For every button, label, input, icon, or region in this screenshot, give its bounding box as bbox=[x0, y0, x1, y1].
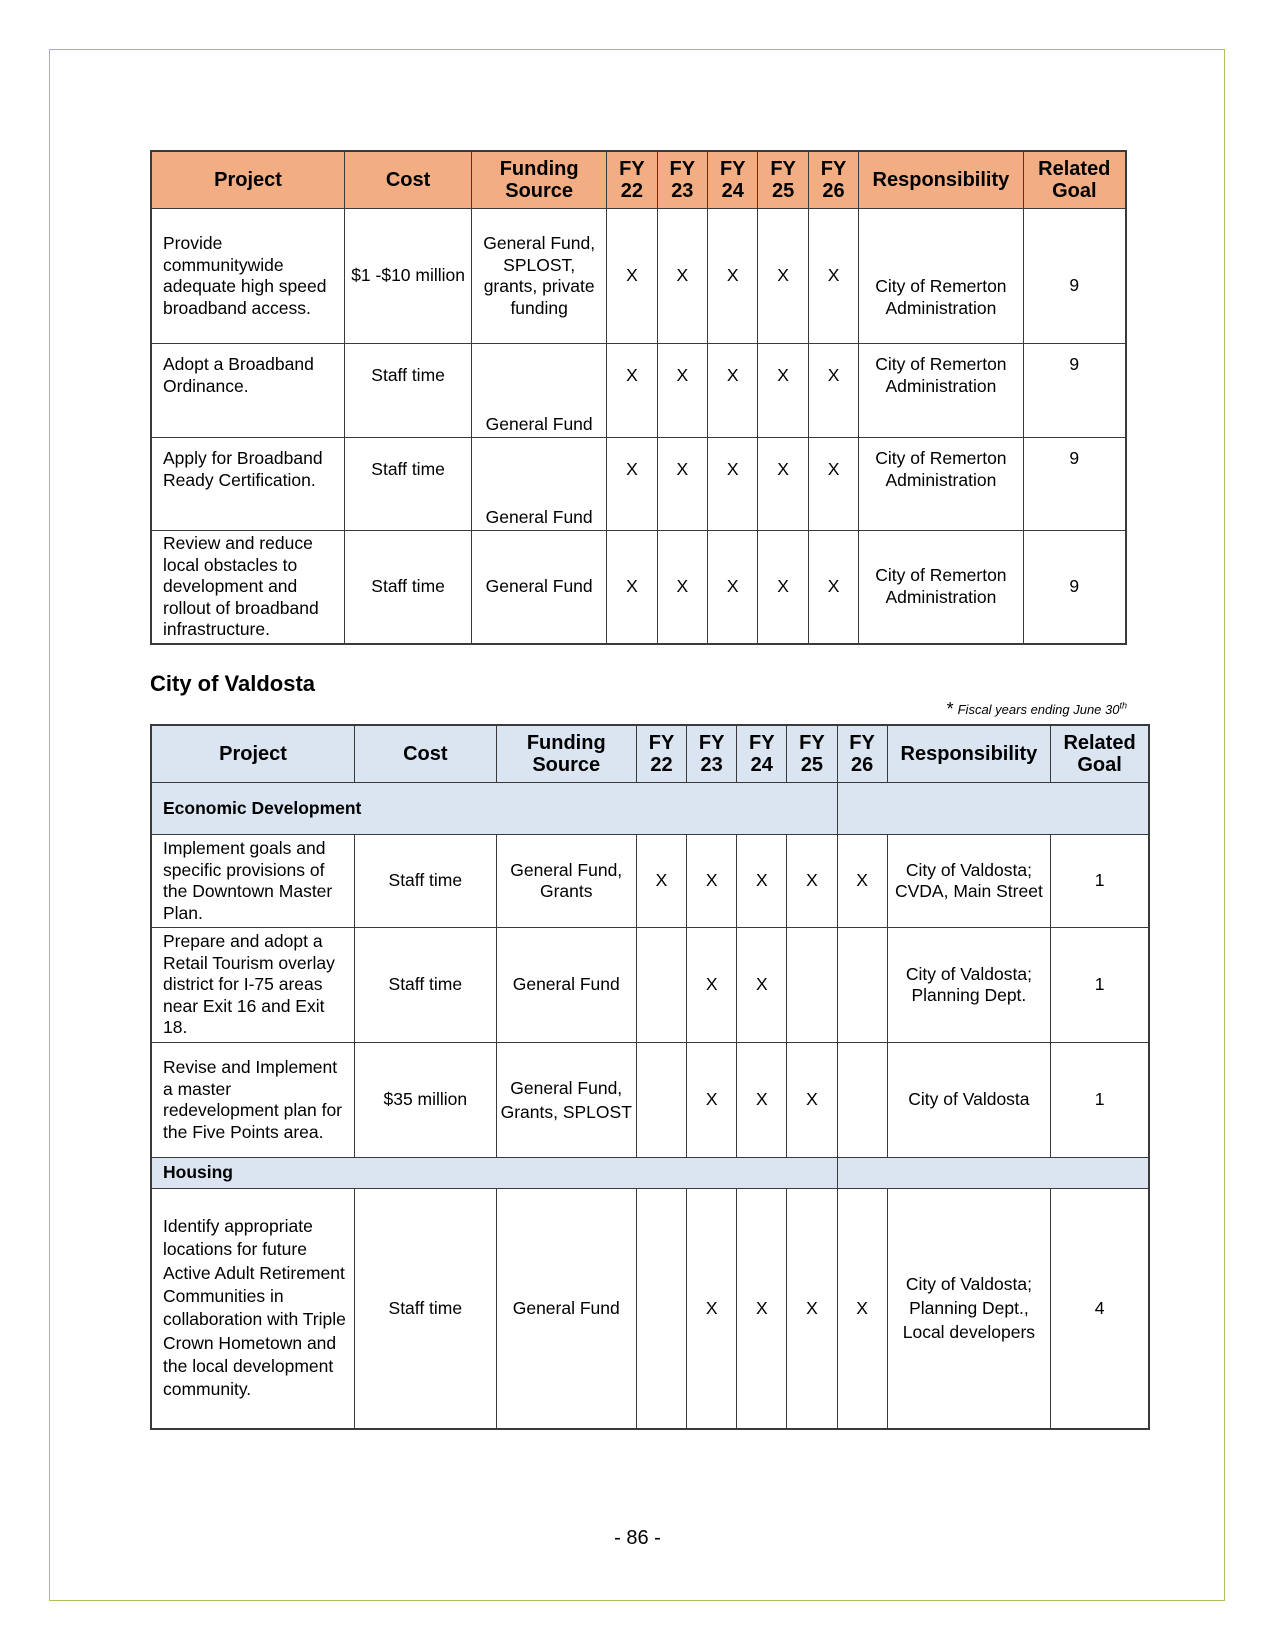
project-cell: Revise and Implement a master redevelopment plan for the Five Points area. bbox=[151, 1043, 355, 1158]
fy23-cell: X bbox=[657, 438, 707, 531]
header-fy26: FY 26 bbox=[837, 725, 887, 783]
note-asterisk: * bbox=[946, 699, 954, 719]
responsibility-cell: City of Remerton Administration bbox=[859, 531, 1023, 644]
header-fy24: FY 24 bbox=[737, 725, 787, 783]
funding-cell: General Fund, Grants bbox=[496, 835, 636, 928]
fy23-cell: X bbox=[657, 531, 707, 644]
category-economic-development: Economic Development bbox=[151, 783, 837, 835]
fy25-cell: X bbox=[787, 1043, 837, 1158]
fy23-cell: X bbox=[687, 835, 737, 928]
fy24-cell: X bbox=[708, 531, 758, 644]
header-fy25: FY 25 bbox=[758, 151, 808, 209]
responsibility-cell: City of Remerton Administration bbox=[859, 344, 1023, 438]
header-cost: Cost bbox=[345, 151, 472, 209]
responsibility-cell: City of Remerton Administration bbox=[859, 209, 1023, 344]
funding-cell: General Fund bbox=[472, 344, 607, 438]
header-fy23: FY 23 bbox=[657, 151, 707, 209]
fy24-cell: X bbox=[708, 438, 758, 531]
header-fy26: FY 26 bbox=[808, 151, 858, 209]
fy23-cell: X bbox=[657, 209, 707, 344]
cost-cell: Staff time bbox=[345, 531, 472, 644]
fy25-cell: X bbox=[758, 344, 808, 438]
header-funding-source: Funding Source bbox=[472, 151, 607, 209]
header-project: Project bbox=[151, 151, 345, 209]
fy26-cell bbox=[837, 1043, 887, 1158]
responsibility-cell: City of Valdosta bbox=[887, 1043, 1050, 1158]
header-funding-source: Funding Source bbox=[496, 725, 636, 783]
fy24-cell: X bbox=[737, 1043, 787, 1158]
responsibility-cell: City of Valdosta; Planning Dept. bbox=[887, 928, 1050, 1043]
fiscal-year-note-sup: th bbox=[1119, 700, 1127, 711]
project-cell: Apply for Broadband Ready Certification. bbox=[151, 438, 345, 531]
goal-cell: 1 bbox=[1051, 1043, 1149, 1158]
header-fy22: FY 22 bbox=[636, 725, 686, 783]
table-row bbox=[151, 344, 1126, 438]
valdosta-project-table bbox=[150, 724, 1150, 1430]
goal-cell: 1 bbox=[1051, 835, 1149, 928]
fy22-cell: X bbox=[607, 344, 657, 438]
cost-cell: Staff time bbox=[355, 928, 496, 1043]
goal-cell: 9 bbox=[1023, 531, 1126, 644]
fy25-cell: X bbox=[758, 209, 808, 344]
fy24-cell: X bbox=[737, 1189, 787, 1429]
table-row bbox=[151, 531, 1126, 644]
project-cell: Prepare and adopt a Retail Tourism overlay district for I-75 areas near Exit 16 and Exit 18. bbox=[151, 928, 355, 1043]
fy23-cell: X bbox=[657, 344, 707, 438]
project-cell: Adopt a Broadband Ordinance. bbox=[151, 344, 345, 438]
funding-cell: General Fund bbox=[496, 1189, 636, 1429]
fy22-cell bbox=[636, 1043, 686, 1158]
funding-cell: General Fund bbox=[472, 531, 607, 644]
header-fy24: FY 24 bbox=[708, 151, 758, 209]
category-row bbox=[151, 1158, 1149, 1189]
goal-cell: 9 bbox=[1023, 209, 1126, 344]
category-row bbox=[151, 783, 1149, 835]
fy23-cell: X bbox=[687, 928, 737, 1043]
fy26-cell: X bbox=[808, 209, 858, 344]
header-fy25: FY 25 bbox=[787, 725, 837, 783]
table-row bbox=[151, 928, 1149, 1043]
fy22-cell: X bbox=[607, 438, 657, 531]
header-related-goal: Related Goal bbox=[1051, 725, 1149, 783]
responsibility-cell: City of Remerton Administration bbox=[859, 438, 1023, 531]
fy22-cell bbox=[636, 1189, 686, 1429]
header-project: Project bbox=[151, 725, 355, 783]
goal-cell: 9 bbox=[1023, 344, 1126, 438]
responsibility-cell: City of Valdosta; CVDA, Main Street bbox=[887, 835, 1050, 928]
header-responsibility: Responsibility bbox=[887, 725, 1050, 783]
goal-cell: 9 bbox=[1023, 438, 1126, 531]
fy22-cell: X bbox=[636, 835, 686, 928]
page-number: - 86 - bbox=[614, 1527, 661, 1549]
table-row bbox=[151, 1043, 1149, 1158]
fy24-cell: X bbox=[737, 835, 787, 928]
funding-cell: General Fund, Grants, SPLOST bbox=[496, 1043, 636, 1158]
fy26-cell: X bbox=[837, 835, 887, 928]
fy22-cell bbox=[636, 928, 686, 1043]
goal-cell: 1 bbox=[1051, 928, 1149, 1043]
table-row bbox=[151, 438, 1126, 531]
fy25-cell bbox=[787, 928, 837, 1043]
project-cell: Review and reduce local obstacles to development and rollout of broadband infrastructure. bbox=[151, 531, 345, 644]
header-fy23: FY 23 bbox=[687, 725, 737, 783]
fiscal-year-note bbox=[947, 699, 1127, 720]
table-header-row bbox=[151, 151, 1126, 209]
header-responsibility: Responsibility bbox=[859, 151, 1023, 209]
remerton-project-table bbox=[150, 150, 1127, 645]
category-fill bbox=[837, 1158, 1149, 1189]
fy23-cell: X bbox=[687, 1043, 737, 1158]
fy22-cell: X bbox=[607, 209, 657, 344]
fy25-cell: X bbox=[758, 438, 808, 531]
funding-cell: General Fund bbox=[472, 438, 607, 531]
fy26-cell: X bbox=[808, 344, 858, 438]
project-cell: Implement goals and specific provisions of the Downtown Master Plan. bbox=[151, 835, 355, 928]
fy25-cell: X bbox=[758, 531, 808, 644]
cost-cell: Staff time bbox=[345, 344, 472, 438]
fy25-cell: X bbox=[787, 1189, 837, 1429]
responsibility-cell: City of Valdosta; Planning Dept., Local developers bbox=[887, 1189, 1050, 1429]
table-header-row bbox=[151, 725, 1149, 783]
fy26-cell bbox=[837, 928, 887, 1043]
project-cell: Identify appropriate locations for future Active Adult Retirement Communities in collaboration with Triple Crown Hometown and the local development community. bbox=[151, 1189, 355, 1429]
fy24-cell: X bbox=[737, 928, 787, 1043]
section-heading-valdosta: City of Valdosta bbox=[150, 671, 316, 696]
fy24-cell: X bbox=[708, 344, 758, 438]
fy26-cell: X bbox=[837, 1189, 887, 1429]
header-cost: Cost bbox=[355, 725, 496, 783]
fy26-cell: X bbox=[808, 438, 858, 531]
funding-cell: General Fund, SPLOST, grants, private funding bbox=[472, 209, 607, 344]
fy25-cell: X bbox=[787, 835, 837, 928]
table-row bbox=[151, 1189, 1149, 1429]
category-fill bbox=[837, 783, 1149, 835]
funding-cell: General Fund bbox=[496, 928, 636, 1043]
fy26-cell: X bbox=[808, 531, 858, 644]
table-row bbox=[151, 835, 1149, 928]
category-housing: Housing bbox=[151, 1158, 837, 1189]
fy23-cell: X bbox=[687, 1189, 737, 1429]
cost-cell: Staff time bbox=[355, 835, 496, 928]
project-cell: Provide communitywide adequate high speed broadband access. bbox=[151, 209, 345, 344]
fy22-cell: X bbox=[607, 531, 657, 644]
cost-cell: Staff time bbox=[345, 438, 472, 531]
cost-cell: $35 million bbox=[355, 1043, 496, 1158]
table-row bbox=[151, 209, 1126, 344]
header-fy22: FY 22 bbox=[607, 151, 657, 209]
fy24-cell: X bbox=[708, 209, 758, 344]
fiscal-year-note-text: Fiscal years ending June 30 bbox=[957, 702, 1120, 717]
goal-cell: 4 bbox=[1051, 1189, 1149, 1429]
cost-cell: $1 -$10 million bbox=[345, 209, 472, 344]
cost-cell: Staff time bbox=[355, 1189, 496, 1429]
header-related-goal: Related Goal bbox=[1023, 151, 1126, 209]
